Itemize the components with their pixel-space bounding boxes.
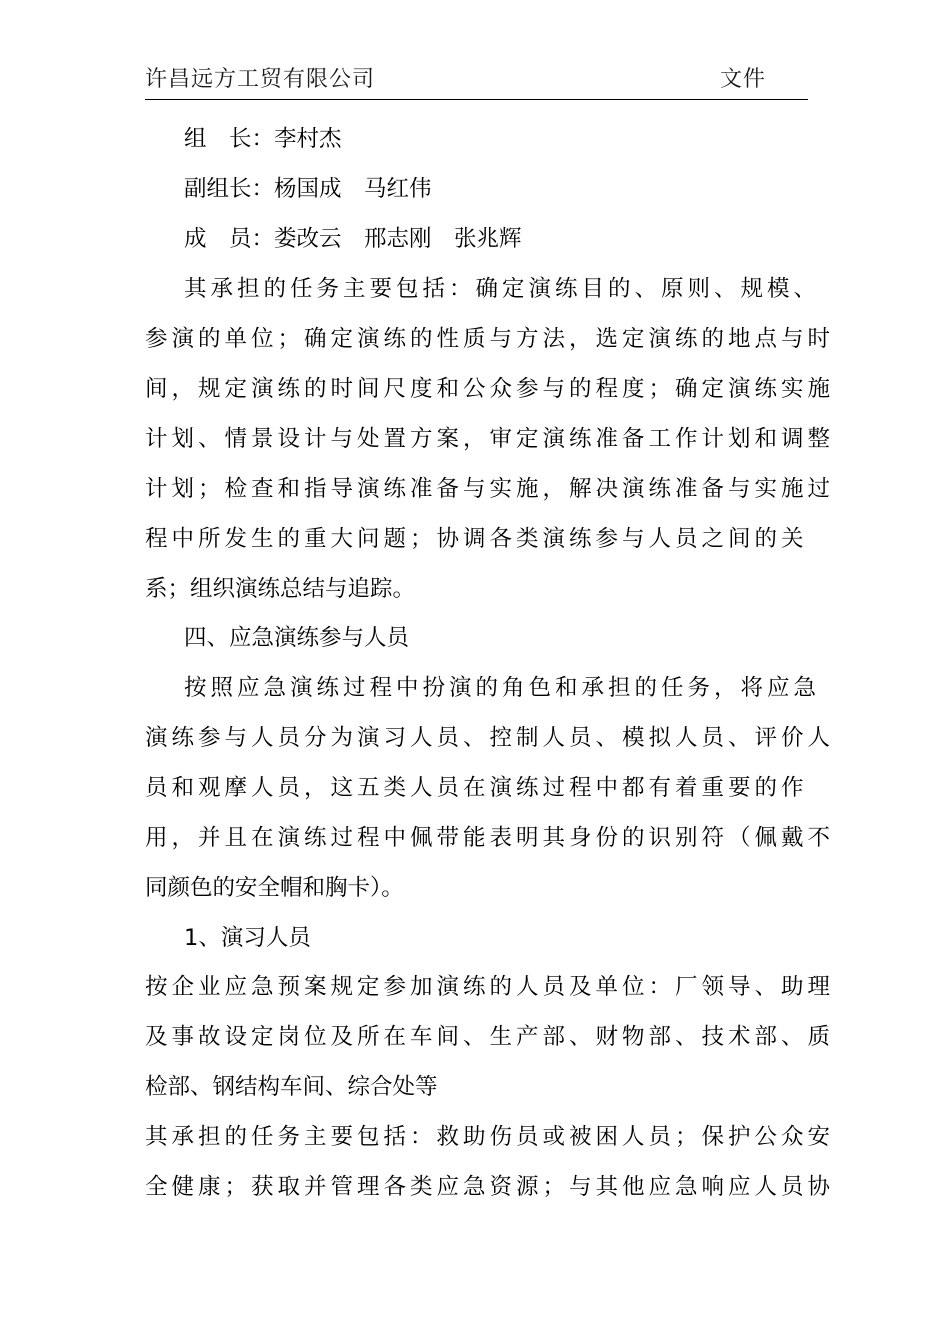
text-line: 副组长：杨国成 马红伟 (184, 176, 432, 202)
page-header (145, 60, 808, 101)
text-line: 全健康；获取并管理各类应急资源；与其他应急响应人员协 (145, 1174, 835, 1200)
text-line: 检部、钢结构车间、综合处等 (145, 1074, 438, 1100)
text-line: 其承担的任务主要包括：救助伤员或被困人员；保护公众安 (145, 1124, 835, 1150)
text-line: 员和观摩人员，这五类人员在演练过程中都有着重要的作 (145, 775, 808, 801)
text-line: 计划、情景设计与处置方案，审定演练准备工作计划和调整 (145, 426, 835, 452)
text-line: 成 员：娄改云 邢志刚 张兆辉 (184, 226, 522, 252)
text-line: 系；组织演练总结与追踪。 (145, 576, 416, 602)
text-line: 间，规定演练的时间尺度和公众参与的程度；确定演练实施 (145, 376, 835, 402)
text-line: 计划；检查和指导演练准备与实施，解决演练准备与实施过 (145, 476, 835, 502)
text-line: 其承担的任务主要包括：确定演练目的、原则、规模、 (184, 276, 821, 302)
text-line: 组 长：李村杰 (184, 126, 342, 152)
text-line: 参演的单位；确定演练的性质与方法，选定演练的地点与时 (145, 326, 835, 352)
text-line: 同颜色的安全帽和胸卡）。 (145, 875, 404, 901)
subsection-heading: 1、演习人员 (184, 925, 311, 951)
text-line: 及事故设定岗位及所在车间、生产部、财物部、技术部、质 (145, 1024, 835, 1050)
text-line: 按照应急演练过程中扮演的角色和承担的任务，将应急 (184, 675, 821, 701)
header-label: 文件 (719, 67, 766, 92)
text-line: 演练参与人员分为演习人员、控制人员、模拟人员、评价人 (145, 725, 835, 751)
text-line: 用，并且在演练过程中佩带能表明其身份的识别符（佩戴不 (145, 825, 835, 851)
section-heading: 四、应急演练参与人员 (184, 625, 410, 651)
text-line: 程中所发生的重大问题；协调各类演练参与人员之间的关 (145, 526, 808, 552)
header-rule (145, 99, 808, 100)
text-line: 按企业应急预案规定参加演练的人员及单位：厂领导、助理 (145, 974, 835, 1000)
company-name: 许昌远方工贸有限公司 (145, 67, 376, 92)
